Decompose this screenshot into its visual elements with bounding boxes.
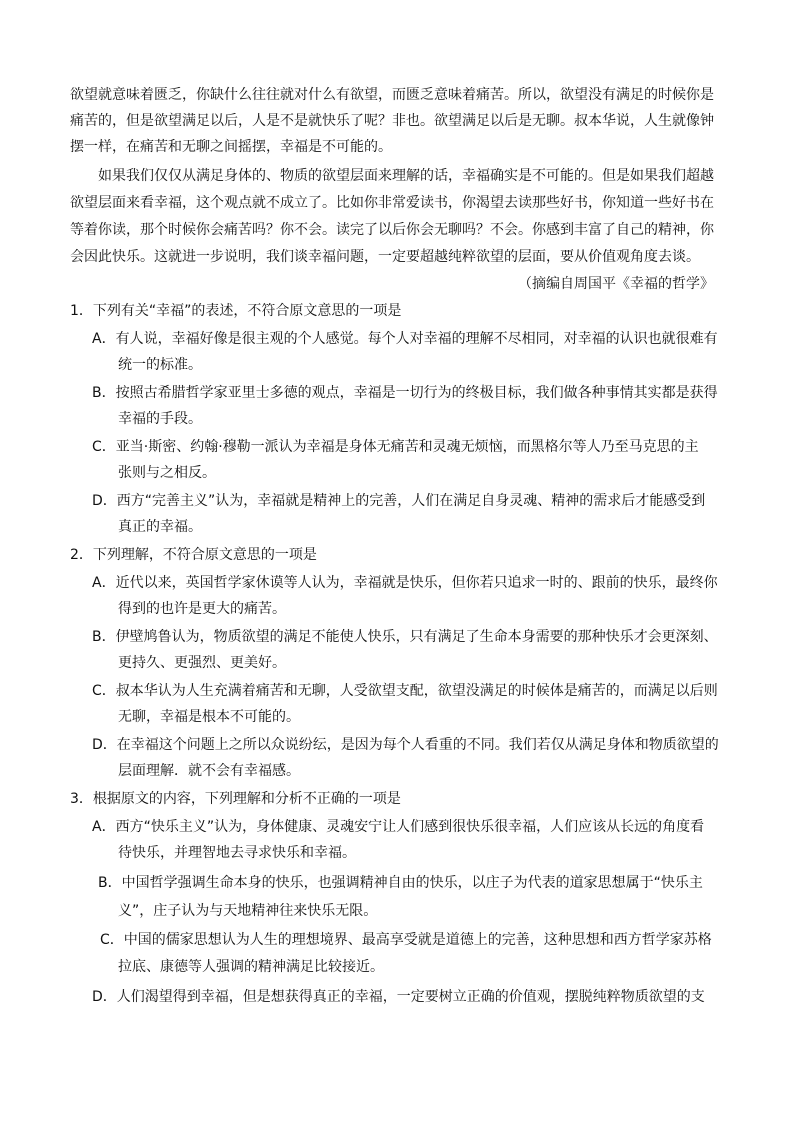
passage-p1-line-3: 摆一样，在痛苦和无聊之间摇摆，幸福是不可能的。 [70, 139, 392, 155]
question-3-option-b: B．中国哲学强调生命本身的快乐，也强调精神自由的快乐，以庄子为代表的道家思想属于“快乐主 [98, 875, 703, 891]
question-1-option-a: A．有人说，幸福好像是很主观的个人感觉。每个人对幸福的理解不尽相同，对幸福的认识也就很难有 [92, 331, 718, 347]
question-1-option-a-cont: 统一的标准。 [118, 357, 202, 373]
question-3-option-a: A．西方“快乐主义”认为，身体健康、灵魂安宁让人们感到很快乐很幸福，人们应该从长远的角度看 [92, 819, 705, 835]
question-2-option-c-cont: 无聊，幸福是根本不可能的。 [118, 709, 300, 725]
question-2-option-a-cont: 得到的也许是更大的痛苦。 [118, 601, 286, 617]
passage-p2-line-1: 如果我们仅仅从满足身体的、物质的欲望层面来理解的话，幸福确实是不可能的。但是如果我们超越 [98, 168, 714, 184]
passage-p2-line-2: 欲望层面来看幸福，这个观点就不成立了。比如你非常爱读书，你渴望去读那些好书，你知道一些好书在 [70, 195, 714, 211]
question-1-option-c-cont: 张则与之相反。 [118, 465, 216, 481]
question-3-stem: 3．根据原文的内容，下列理解和分析不正确的一项是 [70, 791, 401, 807]
question-1-option-b: B．按照古希腊哲学家亚里士多德的观点，幸福是一切行为的终极目标，我们做各种事情其实都是获得 [92, 385, 718, 401]
question-1-option-d: D．西方“完善主义”认为，幸福就是精神上的完善，人们在满足自身灵魂、精神的需求后才能感受到 [92, 493, 706, 509]
question-2-option-c: C．叔本华认为人生充满着痛苦和无聊，人受欲望支配，欲望没满足的时候体是痛苦的，而满足以后则 [92, 683, 718, 699]
question-1-option-c: C．亚当·斯密、约翰·穆勒一派认为幸福是身体无痛苦和灵魂无烦恼，而黑格尔等人乃至马克思的主 [92, 439, 699, 455]
question-2-option-b: B．伊壁鸠鲁认为，物质欲望的满足不能使人快乐，只有满足了生命本身需要的那种快乐才会更深刻、 [92, 629, 718, 645]
passage-source: （摘编自周国平《幸福的哲学》 [518, 276, 714, 292]
question-3-option-c-cont: 拉底、康德等人强调的精神满足比较接近。 [118, 959, 384, 975]
question-2-option-b-cont: 更持久、更强烈、更美好。 [118, 655, 286, 671]
question-1-option-b-cont: 幸福的手段。 [118, 411, 202, 427]
question-3-option-c: C．中国的儒家思想认为人生的理想境界、最高享受就是道德上的完善，这种思想和西方哲学家苏格 [100, 932, 712, 948]
passage-p1-line-1: 欲望就意味着匮乏，你缺什么往往就对什么有欲望，而匮乏意味着痛苦。所以，欲望没有满足的时候你是 [70, 87, 714, 103]
question-2-option-d-cont: 层面理解．就不会有幸福感。 [118, 763, 300, 779]
question-1-option-d-cont: 真正的幸福。 [118, 519, 202, 535]
question-3-option-b-cont: 义”，庄子认为与天地精神往来快乐无限。 [118, 903, 378, 919]
question-2-stem: 2．下列理解，不符合原文意思的一项是 [70, 547, 317, 563]
question-2-option-a: A．近代以来，英国哲学家休谟等人认为，幸福就是快乐，但你若只追求一时的、跟前的快乐，最终你 [92, 575, 718, 591]
question-3-option-a-cont: 待快乐，并理智地去寻求快乐和幸福。 [118, 845, 356, 861]
passage-p2-line-4: 会因此快乐。这就进一步说明，我们谈幸福问题，一定要超越纯粹欲望的层面，要从价值观角度去谈。 [70, 249, 700, 265]
passage-p2-line-3: 等着你读，那个时候你会痛苦吗？你不会。读完了以后你会无聊吗？不会。你感到丰富了自己的精神，你 [70, 222, 714, 238]
passage-p1-line-2: 痛苦的，但是欲望满足以后，人是不是就快乐了呢？非也。欲望满足以后是无聊。叔本华说，人生就像钟 [70, 113, 714, 129]
question-2-option-d: D．在幸福这个问题上之所以众说纷纭，是因为每个人看重的不同。我们若仅从满足身体和物质欲望的 [92, 737, 719, 753]
question-1-stem: 1．下列有关“幸福”的表述，不符合原文意思的一项是 [70, 303, 402, 319]
question-3-option-d: D．人们渴望得到幸福，但是想获得真正的幸福，一定要树立正确的价值观，摆脱纯粹物质欲望的支 [92, 989, 705, 1005]
